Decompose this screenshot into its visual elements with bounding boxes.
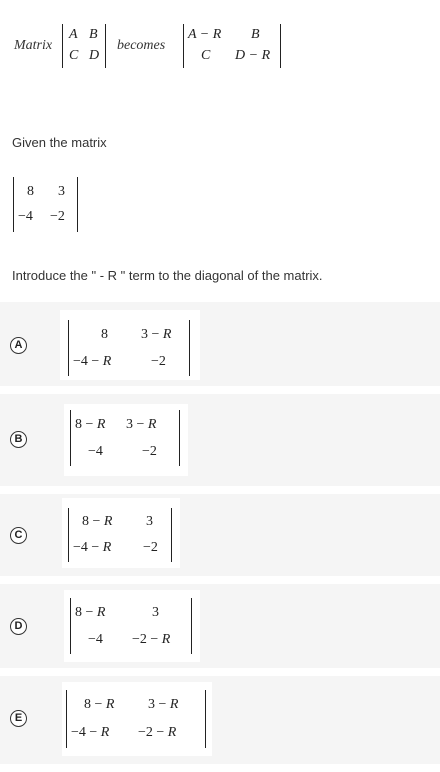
option-d-matrix [70, 598, 192, 654]
b-cell-12: 3 − R [126, 417, 157, 432]
a-cell-12: 3 − R [141, 327, 172, 342]
cell-d-minus-r: D − R [235, 48, 271, 63]
d-cell-11: 8 − R [75, 605, 106, 620]
option-c[interactable] [0, 494, 440, 576]
option-c-letter: C [10, 527, 27, 544]
option-a[interactable] [0, 302, 440, 386]
matrix-abcd [62, 24, 106, 68]
b-cell-11: 8 − R [75, 417, 106, 432]
e-cell-12: 3 − R [148, 697, 179, 712]
option-e-letter: E [10, 710, 27, 727]
option-c-matrix [68, 508, 172, 562]
cell-c: C [69, 48, 79, 63]
option-b-matrix [70, 410, 180, 466]
option-b-letter: B [10, 431, 27, 448]
given-cell-11: 8 [27, 184, 34, 199]
matrix-transformed [183, 24, 281, 68]
given-cell-21: −4 [18, 209, 33, 224]
given-text: Given the matrix [12, 135, 107, 150]
given-matrix [13, 177, 78, 232]
option-a-matrix [68, 320, 190, 376]
cell-c2: C [201, 48, 211, 63]
b-cell-22: −2 [142, 444, 157, 459]
d-cell-12: 3 [152, 605, 159, 620]
a-cell-11: 8 [101, 327, 108, 342]
e-cell-22: −2 − R [138, 725, 177, 740]
c-cell-11: 8 − R [82, 514, 113, 529]
cell-b2: B [251, 27, 260, 42]
option-e[interactable] [0, 676, 440, 764]
option-d[interactable] [0, 584, 440, 668]
a-cell-22: −2 [151, 354, 166, 369]
a-cell-21: −4 − R [73, 354, 112, 369]
d-cell-22: −2 − R [132, 632, 171, 647]
option-d-letter: D [10, 618, 27, 635]
cell-b: B [89, 27, 98, 42]
c-cell-21: −4 − R [73, 540, 112, 555]
instruction-text: Introduce the " - R " term to the diagonal of the matrix. [12, 268, 323, 283]
given-cell-12: 3 [58, 184, 65, 199]
c-cell-22: −2 [143, 540, 158, 555]
option-b[interactable] [0, 394, 440, 486]
becomes-label: becomes [117, 38, 166, 53]
d-cell-21: −4 [88, 632, 103, 647]
matrix-label: Matrix [14, 38, 53, 53]
option-e-matrix [66, 690, 206, 748]
option-a-letter: A [10, 337, 27, 354]
e-cell-11: 8 − R [84, 697, 115, 712]
cell-a: A [69, 27, 78, 42]
e-cell-21: −4 − R [71, 725, 110, 740]
c-cell-12: 3 [146, 514, 153, 529]
given-cell-22: −2 [50, 209, 65, 224]
cell-d: D [89, 48, 100, 63]
b-cell-21: −4 [88, 444, 103, 459]
cell-a-minus-r: A − R [188, 27, 222, 42]
